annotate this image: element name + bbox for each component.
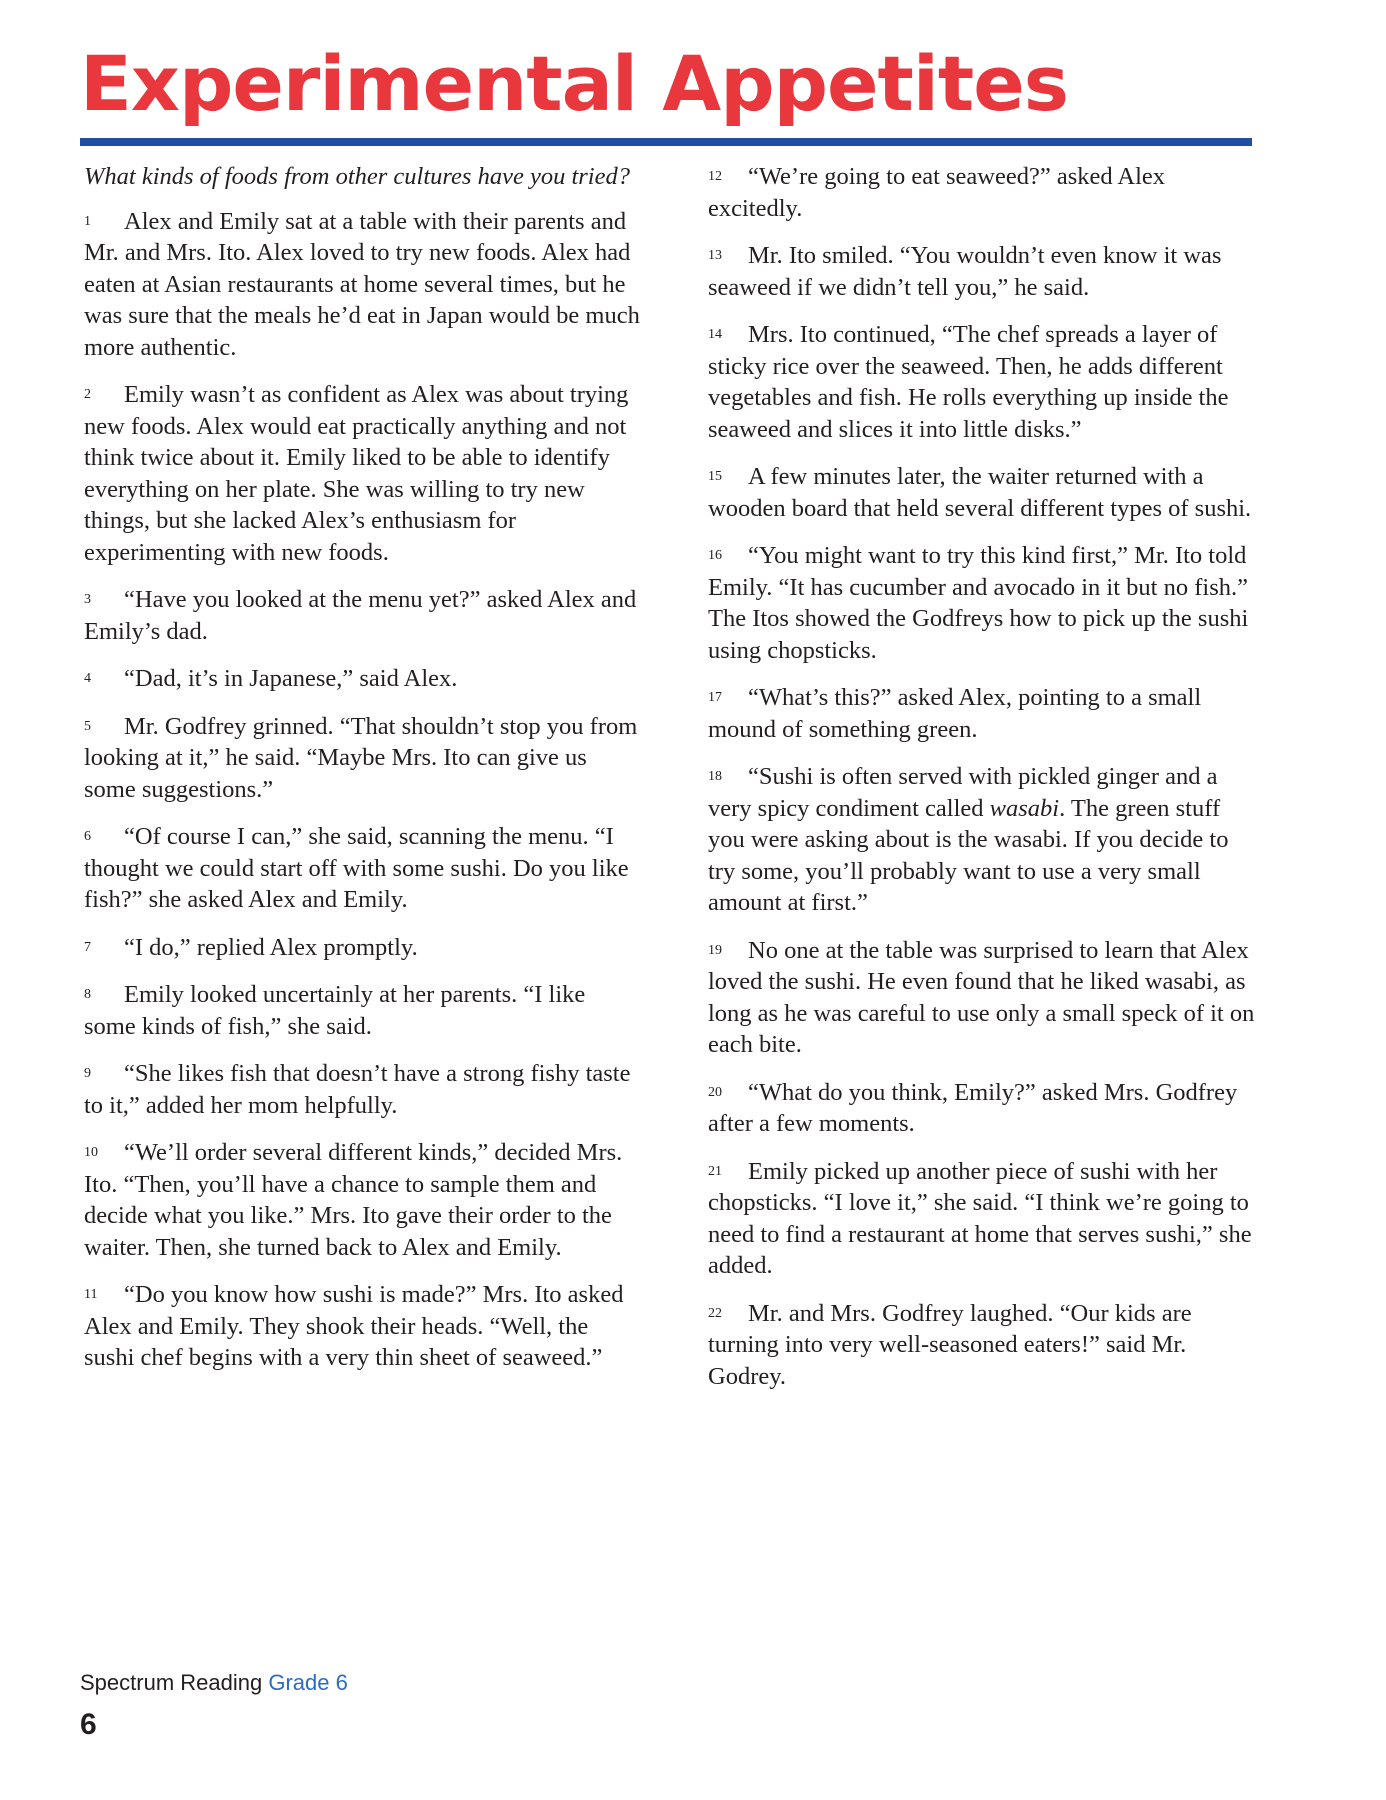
paragraph-text: “Have you looked at the menu yet?” asked Alex and Emily’s dad. [84, 586, 637, 645]
paragraph-text: “Dad, it’s in Japanese,” said Alex. [124, 665, 458, 692]
footer-series-name: Spectrum Reading [80, 1670, 269, 1695]
paragraph [708, 319, 1260, 445]
paragraph-number: 4 [84, 671, 91, 686]
paragraph-text: A few minutes later, the waiter returned with a wooden board that held several different types of sushi. [708, 463, 1252, 522]
paragraph [708, 461, 1260, 524]
paragraph-text: Alex and Emily sat at a table with their parents and Mr. and Mrs. Ito. Alex loved to try new foods. Alex had eaten at Asian restaurants at home several times, but he was sure that the meals he’d eat in Japan would be much more authentic. [84, 207, 640, 361]
paragraph [708, 161, 1260, 224]
paragraph-text-start: “Sushi is often served with pickled ginger and a very spicy condiment called [708, 763, 1218, 822]
paragraph-number: 22 [708, 1305, 722, 1321]
paragraph-number: 2 [84, 387, 91, 402]
paragraph-number: 6 [84, 829, 91, 844]
left-column [84, 161, 640, 1390]
paragraph [708, 1156, 1260, 1282]
paragraph-number: 3 [84, 592, 91, 607]
paragraph [84, 932, 640, 964]
paragraph-text: “Do you know how sushi is made?” Mrs. Ito asked Alex and Emily. They shook their heads. “Well, the sushi chef begins with a very thin sheet of seaweed.” [84, 1281, 624, 1371]
paragraph-text: “She likes fish that doesn’t have a strong fishy taste to it,” added her mom helpfully. [84, 1060, 631, 1119]
footer-grade: Grade 6 [268, 1670, 348, 1695]
paragraph-number: 8 [84, 987, 91, 1002]
footer-brand [80, 1670, 348, 1696]
paragraph [84, 584, 640, 647]
paragraph-text: Mrs. Ito continued, “The chef spreads a layer of sticky rice over the seaweed. Then, he adds different vegetables and fish. He rolls everything up inside the seaweed and slices it into little disks.” [708, 321, 1229, 443]
paragraph-text: Mr. and Mrs. Godfrey laughed. “Our kids are turning into very well-seasoned eaters!” said Mr. Godrey. [708, 1299, 1192, 1390]
paragraph-number: 11 [84, 1287, 98, 1302]
paragraph [84, 821, 640, 916]
paragraph-text-italic: wasabi [989, 794, 1060, 822]
paragraph [84, 663, 640, 695]
paragraph-number: 21 [708, 1163, 722, 1179]
paragraph-text: Mr. Godfrey grinned. “That shouldn’t stop you from looking at it,” he said. “Maybe Mrs. Ito can give us some suggestions.” [84, 712, 638, 803]
paragraph-text: “What do you think, Emily?” asked Mrs. Godfrey after a few moments. [708, 1078, 1238, 1137]
paragraph-text: Emily picked up another piece of sushi with her chopsticks. “I love it,” she said. “I think we’re going to need to find a restaurant at home that serves sushi,” she added. [708, 1157, 1252, 1279]
paragraph-text: “What’s this?” asked Alex, pointing to a small mound of something green. [708, 684, 1202, 743]
paragraph [708, 935, 1260, 1061]
paragraph-number: 7 [84, 939, 91, 955]
paragraph [708, 682, 1260, 745]
paragraph-number: 12 [708, 169, 722, 184]
pre-reading-question: What kinds of foods from other cultures have you tried? [84, 163, 630, 190]
paragraph-number: 13 [708, 248, 722, 263]
paragraph [708, 240, 1260, 303]
paragraph [84, 711, 640, 806]
paragraph-text: Mr. Ito smiled. “You wouldn’t even know it was seaweed if we didn’t tell you,” he said. [708, 242, 1222, 301]
paragraph-text: Emily looked uncertainly at her parents. “I like some kinds of fish,” she said. [84, 981, 586, 1040]
paragraph [708, 1077, 1260, 1140]
page-number: 6 [80, 1708, 97, 1741]
paragraph-text: “You might want to try this kind first,” Mr. Ito told Emily. “It has cucumber and avocado in it but no fish.” The Itos showed the Godfreys how to pick up the sushi using chopsticks. [708, 542, 1249, 664]
paragraph-number: 18 [708, 769, 722, 784]
paragraph-number: 1 [84, 213, 91, 229]
paragraph [84, 1279, 640, 1374]
right-column [708, 161, 1260, 1408]
paragraph-number: 14 [708, 327, 722, 342]
paragraph-text: “We’ll order several different kinds,” decided Mrs. Ito. “Then, you’ll have a chance to sample them and decide what you like.” Mrs. Ito gave their order to the waiter. Then, she turned back to Alex and Emily. [84, 1139, 623, 1261]
paragraph-text-end: . The green stuff you were asking about is the wasabi. If you decide to try some, you’ll probably want to use a very small amount at first.” [708, 794, 1229, 916]
paragraph-text: “I do,” replied Alex promptly. [124, 933, 418, 961]
paragraph [708, 1298, 1260, 1393]
paragraph [708, 761, 1260, 919]
paragraph-text: “We’re going to eat seaweed?” asked Alex excitedly. [708, 163, 1166, 222]
paragraph-number: 19 [708, 942, 722, 958]
page-title: Experimental Appetites [80, 39, 1069, 128]
paragraph-number: 16 [708, 548, 722, 563]
paragraph-text: No one at the table was surprised to learn that Alex loved the sushi. He even found that he liked wasabi, as long as he was careful to use only a small speck of it on each bite. [708, 936, 1255, 1058]
paragraph-number: 15 [708, 469, 722, 484]
paragraph-text: Emily wasn’t as confident as Alex was about trying new foods. Alex would eat practically anything and not think twice about it. Emily liked to be able to identify everything on her plate. She was willing to try new things, but she lacked Alex’s enthusiasm for experimenting with new foods. [84, 381, 629, 566]
title-rule [80, 138, 1252, 146]
paragraph-number: 5 [84, 718, 91, 734]
paragraph-text: “Of course I can,” she said, scanning the menu. “I thought we could start off with some sushi. Do you like fish?” she asked Alex and Emily. [84, 823, 629, 913]
paragraph [84, 1058, 640, 1121]
paragraph-number: 20 [708, 1084, 722, 1100]
paragraph [708, 540, 1260, 666]
paragraph [84, 1137, 640, 1263]
paragraph-number: 10 [84, 1145, 98, 1160]
paragraph [84, 206, 640, 364]
paragraph-number: 9 [84, 1066, 91, 1081]
paragraph-number: 17 [708, 690, 722, 705]
paragraph [84, 979, 640, 1042]
paragraph [84, 379, 640, 568]
